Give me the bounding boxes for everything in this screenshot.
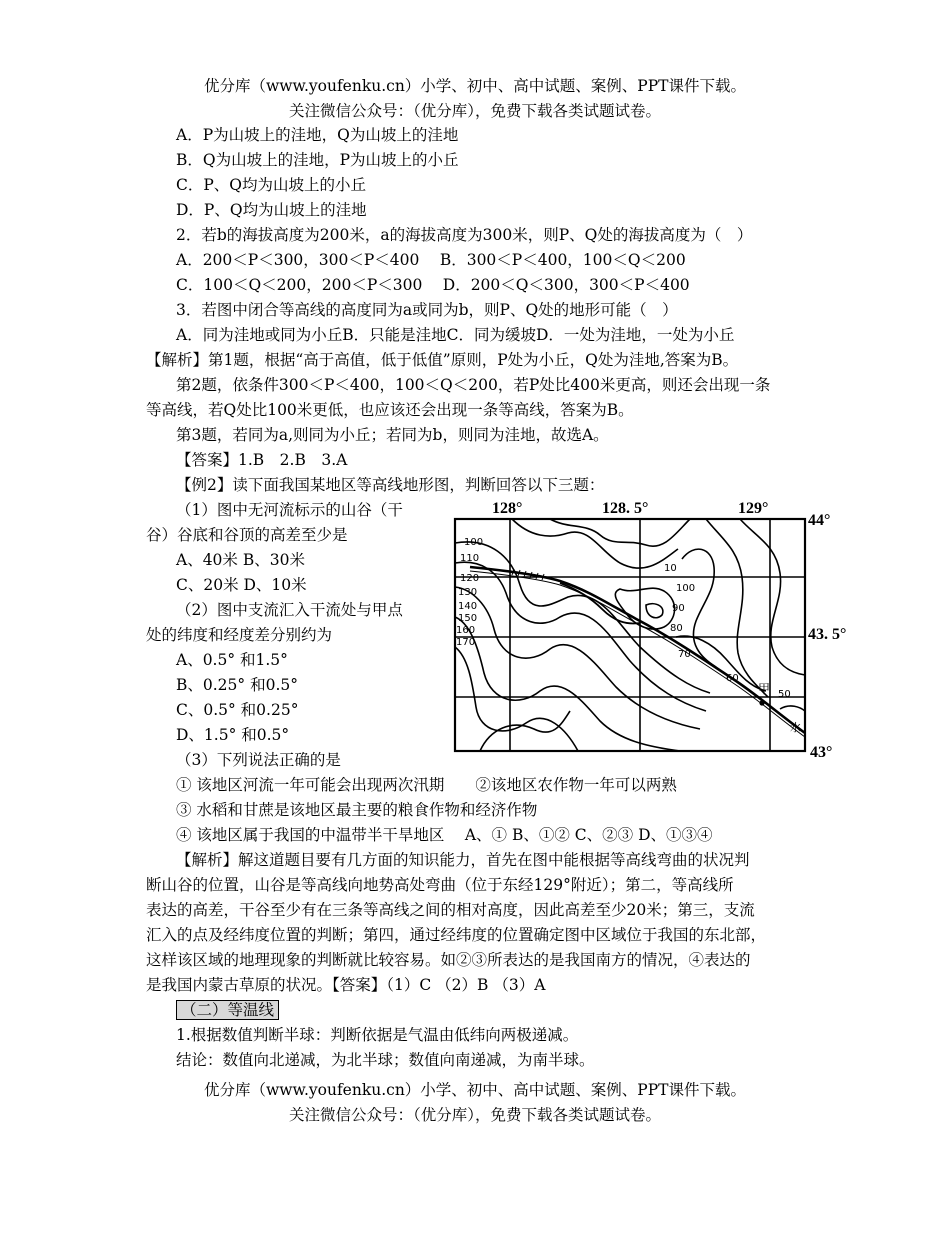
analysis1-p2b: 等高线，若Q处比100米更低，也应该还会出现一条等高线，答案为B。 xyxy=(146,401,634,419)
answer-1: 【答案】1.B 2.B 3.A xyxy=(176,451,348,469)
footer-line-1: 优分库（www.youfenku.cn）小学、初中、高中试题、案例、PPT课件下载。 xyxy=(203,1081,747,1099)
example2-title: 【例2】读下面我国某地区等高线地形图，判断回答以下三题： xyxy=(176,476,605,494)
ex2-q2-option-d: D、1.5° 和0.5° xyxy=(176,726,290,744)
main-river xyxy=(470,567,805,733)
contour-lines xyxy=(455,519,805,751)
analysis2-line-2: 断山谷的位置，山谷是等高线向地势高处弯曲（位于东经129°附近）；第二，等高线所 xyxy=(146,876,734,894)
contour-label-170: 170 xyxy=(456,637,476,648)
ex2-q2-line-b: 处的纬度和经度差分别约为 xyxy=(146,626,333,644)
analysis1-p3: 第3题，若同为a,则同为小丘；若同为b，则同为洼地，故选A。 xyxy=(176,426,609,444)
contour-label-110: 110 xyxy=(460,553,480,564)
contour-label-90: 90 xyxy=(672,603,685,614)
contour-label-70: 70 xyxy=(678,649,691,660)
point-jia-label: 甲 xyxy=(758,682,771,696)
lat-label-44: 44° xyxy=(808,512,831,529)
ex2-q2-option-c: C、0.5° 和0.25° xyxy=(176,701,299,719)
contour-label-60: 60 xyxy=(726,673,739,684)
lon-label-129: 129° xyxy=(738,500,769,517)
contour-label-160: 160 xyxy=(456,625,476,636)
q2-options-cd: C．100＜Q＜200，200＜P＜300 D．200＜Q＜300，300＜P＜400 xyxy=(176,276,690,294)
point-jia-marker xyxy=(759,700,764,705)
contour-map xyxy=(450,497,860,765)
analysis2-line-1: 【解析】解这道题目要有几方面的知识能力，首先在图中能根据等高线弯曲的状况判 xyxy=(176,851,750,869)
main-river-bank xyxy=(470,571,805,737)
header-line-1: 优分库（www.youfenku.cn）小学、初中、高中试题、案例、PPT课件下载。 xyxy=(203,77,747,95)
contour-label-80: 80 xyxy=(670,623,683,634)
ex2-statement-1-2: ① 该地区河流一年可能会出现两次汛期 ②该地区农作物一年可以两熟 xyxy=(176,776,677,794)
lon-label-128-5: 128. 5° xyxy=(602,500,649,517)
lat-label-43: 43° xyxy=(810,744,833,761)
q3-stem: 3．若图中闭合等高线的高度同为a或同为b，则P、Q处的地形可能（ ） xyxy=(176,301,678,319)
q1-option-d: D．P、Q均为山坡上的洼地 xyxy=(176,201,367,219)
footer-line-2: 关注微信公众号：（优分库），免费下载各类试题试卷。 xyxy=(288,1106,661,1124)
ex2-statement-3: ③ 水稻和甘蔗是该地区最主要的粮食作物和经济作物 xyxy=(176,801,538,819)
contour-label-100: 100 xyxy=(464,537,484,548)
contour-label-10: 10 xyxy=(664,563,677,574)
lat-label-43-5: 43. 5° xyxy=(808,626,847,643)
header-line-2: 关注微信公众号：（优分库），免费下载各类试题试卷。 xyxy=(288,102,661,120)
lon-label-128: 128° xyxy=(492,500,523,517)
contour-label-130: 130 xyxy=(458,587,478,598)
contour-label-150: 150 xyxy=(458,613,478,624)
contour-label-120: 120 xyxy=(460,573,480,584)
analysis1-p1: 【解析】第1题，根据“高于高值，低于低值”原则，P处为小丘，Q处为洼地,答案为B。 xyxy=(146,351,739,369)
q3-options: A．同为洼地或同为小丘B．只能是洼地C．同为缓坡D．一处为洼地，一处为小丘 xyxy=(176,326,735,344)
q1-option-a: A．P为山坡上的洼地，Q为山坡上的洼地 xyxy=(176,126,459,144)
q1-option-b: B．Q为山坡上的洼地，P为山坡上的小丘 xyxy=(176,151,459,169)
ex2-q1-options-ab: A、40米 B、30米 xyxy=(176,551,305,569)
ex2-q2-option-b: B、0.25° 和0.5° xyxy=(176,676,298,694)
analysis2-line-6: 是我国内蒙古草原的状况。【答案】（1）C （2）B （3）A xyxy=(146,976,546,994)
ex2-q1-line-b: 谷）谷底和谷顶的高差至少是 xyxy=(146,526,348,544)
q2-stem: 2．若b的海拔高度为200米，a的海拔高度为300米，则P、Q处的海拔高度为（ ） xyxy=(176,226,753,244)
analysis2-line-5: 这样该区域的地理现象的判断就比较容易。如②③所表达的是我国南方的情况，④表达的 xyxy=(146,951,751,969)
ex2-statement-4-options: ④ 该地区属于我国的中温带半干旱地区 A、① B、①② C、②③ D、①③④ xyxy=(176,826,713,844)
ex2-q2-line-a: （2）图中支流汇入干流处与甲点 xyxy=(176,601,403,619)
ex2-q3-stem: （3）下列说法正确的是 xyxy=(176,751,341,769)
river-label: 水 xyxy=(790,721,801,734)
q1-option-c: C．P、Q均为山坡上的小丘 xyxy=(176,176,366,194)
section-para-1: 1.根据数值判断半球：判断依据是气温由低纬向两极递减。 xyxy=(176,1026,579,1044)
analysis2-line-4: 汇入的点及经纬度位置的判断；第四，通过经纬度的位置确定图中区域位于我国的东北部， xyxy=(146,926,767,944)
analysis1-p2a: 第2题，依条件300＜P＜400，100＜Q＜200，若P处比400米更高，则还会出现一条 xyxy=(176,376,771,394)
contour-label-100b: 100 xyxy=(676,583,696,594)
contour-label-140: 140 xyxy=(458,601,478,612)
section-para-2: 结论：数值向北递减，为北半球；数值向南递减，为南半球。 xyxy=(176,1051,595,1069)
ex2-q1-options-cd: C、20米 D、10米 xyxy=(176,576,307,594)
ex2-q2-option-a: A、0.5° 和1.5° xyxy=(176,651,288,669)
ex2-q1-line-a: （1）图中无河流标示的山谷（干 xyxy=(176,501,403,519)
analysis2-line-3: 表达的高差，干谷至少有在三条等高线之间的相对高度，因此高差至少20米；第三，支流 xyxy=(146,901,755,919)
q2-options-ab: A．200＜P＜300，300＜P＜400 B．300＜P＜400，100＜Q＜200 xyxy=(176,251,686,269)
section-title: （二）等温线 xyxy=(176,1000,279,1020)
contour-label-50: 50 xyxy=(778,689,791,700)
